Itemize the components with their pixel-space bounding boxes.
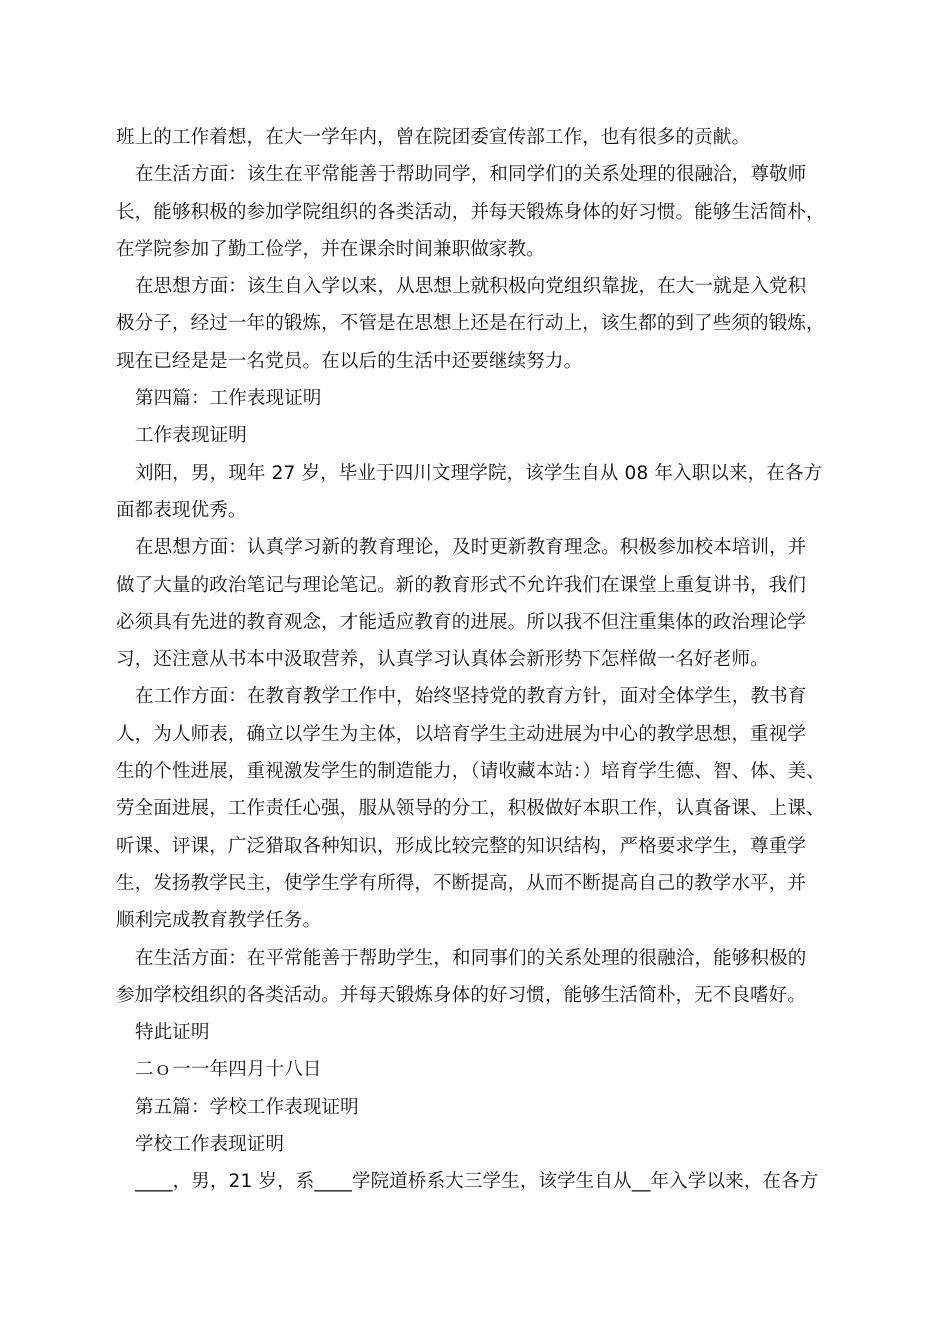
- text-line: 在学院参加了勤工俭学，并在课余时间兼职做家教。: [116, 238, 545, 260]
- text-line: 生的个性进展，重视激发学生的制造能力，（请收藏本站：）培育学生德、智、体、美、: [116, 761, 825, 783]
- text-line: 必须具有先进的教育观念，才能适应教育的进展。所以我不但注重集体的政治理论学: [116, 611, 807, 633]
- text-line: 刘阳，男，现年 27 岁，毕业于四川文理学院，该学生自从 08 年入职以来，在各方: [135, 462, 823, 484]
- document-body: [116, 119, 846, 1201]
- text-line: 极分子，经过一年的锻炼，不管是在思想上还是在行动上，该生都的到了些须的锻炼，: [116, 313, 825, 335]
- text-line: 在生活方面：在平常能善于帮助学生，和同事们的关系处理的很融洽，能够积极的: [135, 947, 807, 969]
- text-line: 劳全面进展，工作责任心强，服从领导的分工，积极做好本职工作，认真备课、上课、: [116, 798, 825, 820]
- document-title: 工作表现证明: [135, 425, 247, 447]
- section-heading: 第四篇：工作表现证明: [135, 388, 322, 410]
- text-line: 在思想方面：认真学习新的教育理论，及时更新教育理念。积极参加校本培训，并: [135, 537, 807, 559]
- text-line: ____，男，21 岁，系____学院道桥系大三学生，该学生自从__年入学以来，在各方: [135, 1171, 819, 1193]
- text-line: 班上的工作着想，在大一学年内，曾在院团委宣传部工作，也有很多的贡献。: [116, 127, 751, 148]
- text-line: 参加学校组织的各类活动。并每天锻炼身体的好习惯，能够生活简朴，无不良嗜好。: [116, 984, 807, 1006]
- text-line: 习，还注意从书本中汲取营养，认真学习认真体会新形势下怎样做一名好老师。: [116, 649, 769, 671]
- text-line: 听课、评课，广泛猎取各种知识，形成比较完整的知识结构，严格要求学生，尊重学: [116, 835, 807, 857]
- text-line: 在工作方面：在教育教学工作中，始终坚持党的教育方针，面对全体学生，教书育: [135, 686, 807, 708]
- text-line: 在生活方面：该生在平常能善于帮助同学，和同学们的关系处理的很融洽，尊敬师: [135, 164, 807, 186]
- closing-statement: 特此证明: [135, 1022, 210, 1044]
- section-heading: 第五篇：学校工作表现证明: [135, 1096, 359, 1118]
- document-title: 学校工作表现证明: [135, 1134, 285, 1156]
- text-line: 人，为人师表，确立以学生为主体，以培育学生主动进展为中心的教学思想，重视学: [116, 723, 807, 745]
- date-line: 二ｏ一一年四月十八日: [135, 1059, 322, 1081]
- text-line: 长，能够积极的参加学院组织的各类活动，并每天锻炼身体的好习惯。能够生活简朴，: [116, 201, 825, 223]
- text-line: 顺利完成教育教学任务。: [116, 910, 322, 932]
- text-line: 做了大量的政治笔记与理论笔记。新的教育形式不允许我们在课堂上重复讲书，我们: [116, 574, 807, 596]
- text-line: 现在已经是是一名党员。在以后的生活中还要继续努力。: [116, 350, 583, 372]
- text-line: 在思想方面：该生自入学以来，从思想上就积极向党组织靠拢，在大一就是入党积: [135, 276, 807, 298]
- text-line: 面都表现优秀。: [116, 499, 247, 521]
- text-line: 生，发扬教学民主，使学生学有所得，不断提高，从而不断提高自己的教学水平，并: [116, 872, 807, 894]
